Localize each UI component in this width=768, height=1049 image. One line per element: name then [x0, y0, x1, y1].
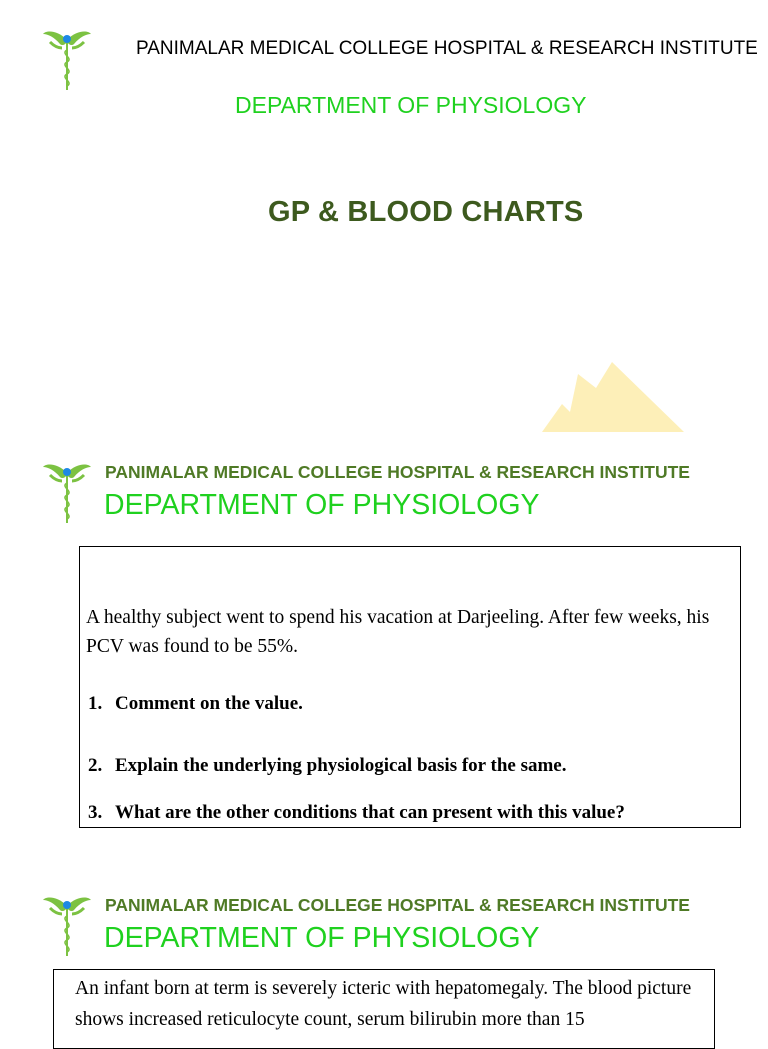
question-item	[88, 693, 303, 715]
question-text: What are the other conditions that can present with this value?	[115, 802, 625, 823]
department-name: DEPARTMENT OF PHYSIOLOGY	[104, 489, 540, 521]
case-box	[53, 969, 715, 1049]
question-item	[88, 755, 567, 777]
question-number: 3.	[88, 802, 103, 823]
institute-name: PANIMALAR MEDICAL COLLEGE HOSPITAL & RESEARCH INSTITUTE	[136, 38, 758, 59]
mountain-decoration-icon	[540, 360, 686, 434]
caduceus-logo-icon	[40, 894, 94, 958]
question-number: 1.	[88, 693, 103, 714]
caduceus-logo-icon	[40, 28, 94, 92]
question-number: 2.	[88, 755, 103, 776]
question-text: Comment on the value.	[115, 693, 303, 714]
department-name: DEPARTMENT OF PHYSIOLOGY	[235, 92, 587, 118]
case-box	[79, 546, 741, 828]
institute-name: PANIMALAR MEDICAL COLLEGE HOSPITAL & RESEARCH INSTITUTE	[105, 895, 690, 915]
question-text: Explain the underlying physiological basis for the same.	[115, 755, 567, 776]
question-item	[88, 802, 625, 824]
case-text: An infant born at term is severely icteric with hepatomegaly. The blood picture shows increased reticulocyte count, serum bilirubin more than 15	[75, 978, 692, 1030]
caduceus-logo-icon	[40, 461, 94, 525]
institute-name: PANIMALAR MEDICAL COLLEGE HOSPITAL & RESEARCH INSTITUTE	[105, 462, 690, 482]
case-text: A healthy subject went to spend his vacation at Darjeeling. After few weeks, his PCV was found to be 55%.	[86, 607, 710, 657]
department-name: DEPARTMENT OF PHYSIOLOGY	[104, 922, 540, 954]
page-title: GP & BLOOD CHARTS	[268, 196, 584, 228]
